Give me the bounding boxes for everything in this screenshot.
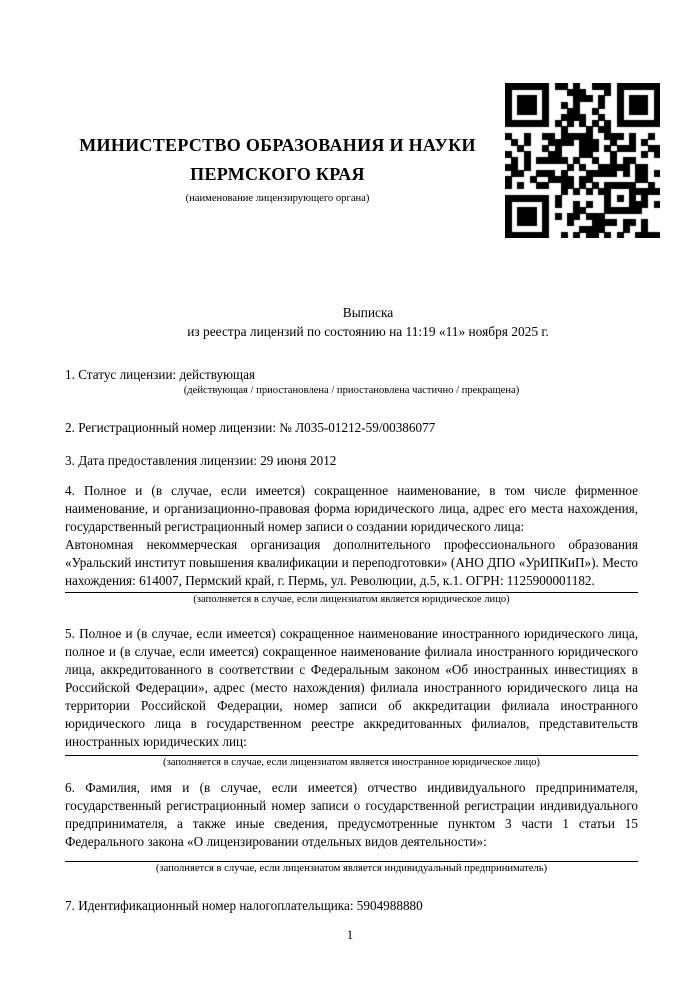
foreign-entity-note: (заполняется в случае, если лицензиатом является иностранное юридическое лицо)	[163, 757, 540, 768]
section-entrepreneur	[65, 779, 638, 876]
foreign-entity-question: 5. Полное и (в случае, если имеется) сокращенное наименование иностранного юридического лица, полное и (в случае, если имеется) сокращенное наименование филиала иностранного юридического лица, аккредитованного в соответствии с Федеральным законом «Об иностранных инвестициях в Российской Федерации», адрес (место нахождения) филиала иностранного юридического лица на территории Российской Федерации, номер записи об аккредитации филиала иностранного юридического лица в государственном реестре аккредитованных филиалов, представительств иностранных юридических лиц:	[65, 626, 638, 749]
page-number: 1	[346, 928, 354, 942]
ministry-name-line1: МИНИСТЕРСТВО ОБРАЗОВАНИЯ И НАУКИ	[79, 135, 476, 155]
legal-entity-note: (заполняется в случае, если лицензиатом является юридическое лицо)	[193, 594, 510, 605]
legal-entity-answer: Автономная некоммерческая организация дополнительного профессионального образования «Уральский институт повышения квалификации и переподготовки» (АНО ДПО «УрИПКиП»). Место нахождения: 614007, Пермский край, г. Пермь, ул. Революции, д.5, к.1. ОГРН: 1125900001182.	[65, 537, 638, 588]
license-status-note: (действующая / приостановлена / приостановлена частично / прекращена)	[183, 385, 520, 396]
qr-code-icon	[505, 83, 660, 238]
entrepreneur-question: 6. Фамилия, имя и (в случае, если имеется) отчество индивидуального предпринимателя, государственный регистрационный номер записи о государственной регистрации индивидуального предпринимателя, а также иные сведения, предусмотренные пунктом 3 части 1 статьи 15 Федерального закона «О лицензировании отдельных видов деятельности»:	[65, 780, 638, 849]
section-foreign-entity	[65, 625, 638, 770]
section-legal-entity	[65, 482, 638, 607]
entrepreneur-note: (заполняется в случае, если лицензиатом является индивидуальный предприниматель)	[155, 863, 548, 874]
document-title-line1: Выписка	[342, 305, 394, 320]
section-inn	[65, 897, 638, 915]
legal-entity-question: 4. Полное и (в случае, если имеется) сокращенное наименование, в том числе фирменное наименование, и организационно-правовая форма юридического лица, адрес его места нахождения, государственный регистрационный номер записи о создании юридического лица:	[65, 483, 638, 534]
registration-number-text: 2. Регистрационный номер лицензии: № Л035-01212-59/00386077	[65, 420, 436, 435]
inn-text: 7. Идентификационный номер налогоплательщика: 5904988880	[65, 898, 423, 913]
document-title	[35, 303, 700, 341]
document-title-line2: из реестра лицензий по состоянию на 11:19 «11» ноября 2025 г.	[187, 324, 549, 339]
licensing-authority-header	[65, 131, 490, 205]
section-license-status	[65, 366, 638, 398]
license-status-text: 1. Статус лицензии: действующая	[65, 367, 256, 382]
section-grant-date	[65, 452, 638, 470]
ministry-name-line2: ПЕРМСКОГО КРАЯ	[190, 164, 365, 184]
section-registration-number	[65, 419, 638, 437]
grant-date-text: 3. Дата предоставления лицензии: 29 июня 2012	[65, 453, 337, 468]
licensing-authority-caption: (наименование лицензирующего органа)	[185, 193, 370, 204]
